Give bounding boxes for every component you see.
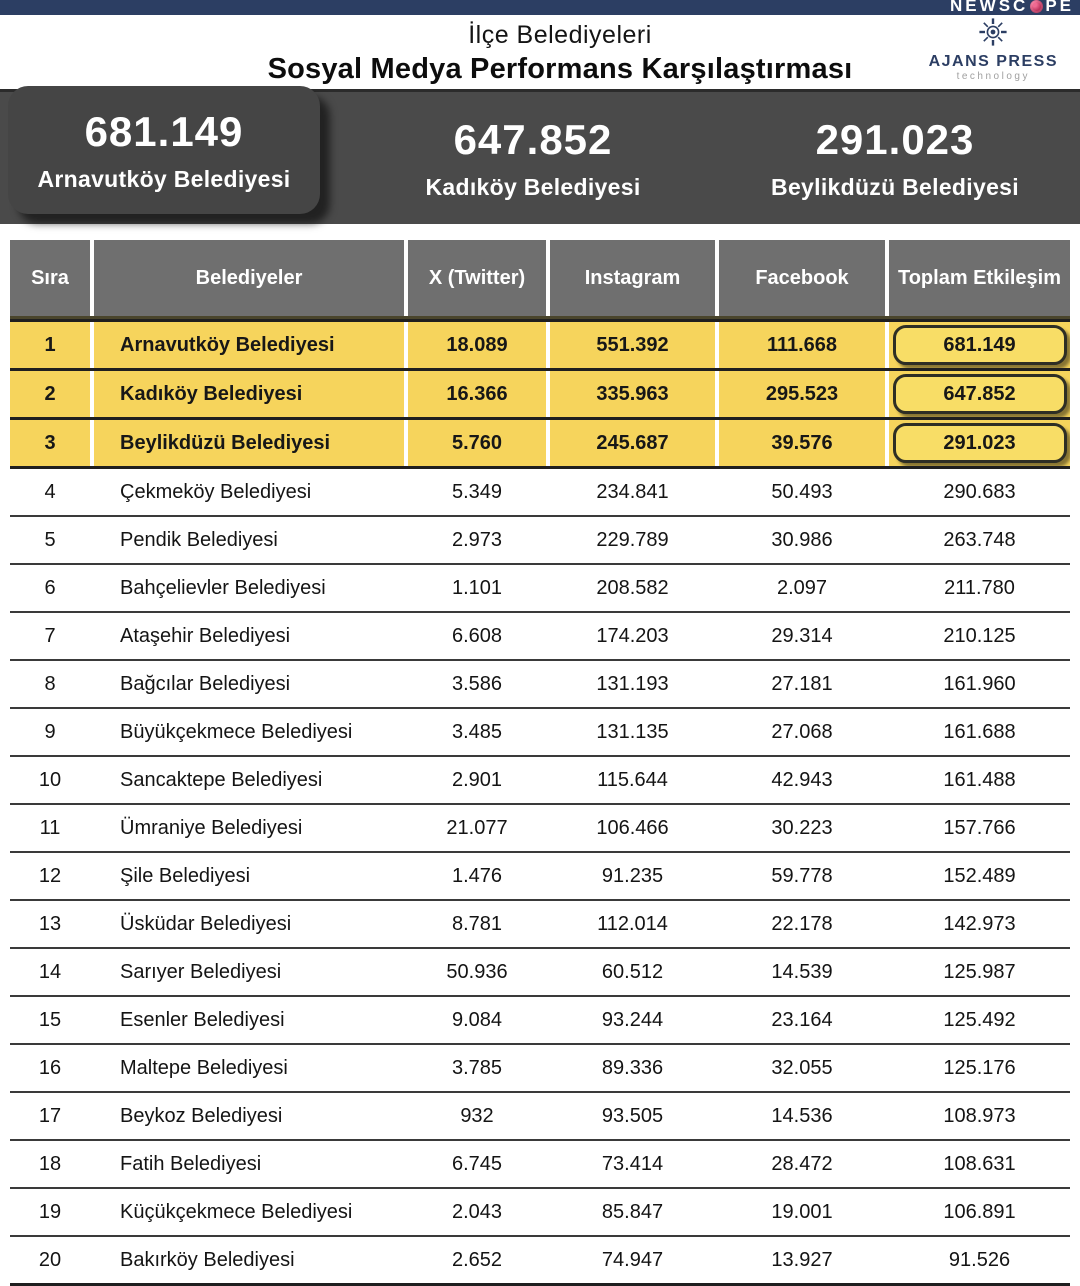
rank-cell: 18: [38, 1152, 62, 1175]
table-row: [10, 466, 1070, 515]
twitter-cell: 3.485: [451, 720, 503, 743]
rank-cell: 12: [38, 864, 62, 887]
instagram-cell: 60.512: [601, 960, 664, 983]
logo-name: AJANS PRESS: [928, 53, 1058, 70]
masthead: [0, 15, 1080, 89]
table-body: [10, 319, 1070, 1286]
twitter-cell: 3.785: [451, 1056, 503, 1079]
municipality-cell: Bakırköy Belediyesi: [120, 1248, 295, 1271]
rank-header: Sıra: [10, 240, 90, 316]
stat-value: 681.149: [84, 107, 244, 155]
rank-cell: 3: [10, 420, 90, 466]
rank-cell: 1: [10, 322, 90, 368]
table-row: [10, 995, 1070, 1043]
municipality-cell: Ataşehir Belediyesi: [120, 624, 291, 647]
rank-cell: 15: [38, 1008, 62, 1031]
rank-cell: 7: [44, 624, 56, 647]
stat-label: Kadıköy Belediyesi: [425, 173, 641, 200]
facebook-cell: 14.539: [771, 960, 833, 983]
rank-cell: 9: [44, 720, 56, 743]
total-header: Toplam Etkileşim: [889, 240, 1070, 316]
page-title: İlçe Belediyeleri: [468, 21, 652, 49]
total-cell: 161.488: [943, 768, 1016, 791]
instagram-cell: 93.505: [601, 1104, 664, 1127]
rank-cell: 5: [44, 528, 56, 551]
stat-value: 291.023: [815, 115, 975, 163]
instagram-header: Instagram: [550, 240, 715, 316]
instagram-cell: 115.644: [597, 768, 668, 791]
title-block: [0, 21, 1080, 86]
municipality-cell: Arnavutköy Belediyesi: [94, 322, 404, 368]
instagram-cell: 74.947: [601, 1248, 664, 1271]
facebook-cell: 50.493: [771, 480, 833, 503]
rank-cell: 2: [10, 371, 90, 417]
twitter-cell: 1.476: [451, 864, 503, 887]
municipality-header: Belediyeler: [94, 240, 404, 316]
municipality-cell: Şile Belediyesi: [120, 864, 251, 887]
instagram-cell: 551.392: [550, 322, 715, 368]
rank-cell: 6: [44, 576, 56, 599]
instagram-cell: 208.582: [596, 576, 669, 599]
twitter-cell: 2.652: [451, 1248, 503, 1271]
instagram-cell: 174.203: [596, 624, 669, 647]
facebook-cell: 22.178: [771, 912, 833, 935]
twitter-cell: 2.043: [451, 1200, 503, 1223]
municipality-cell: Beykoz Belediyesi: [120, 1104, 283, 1127]
table-row: [10, 947, 1070, 995]
table-row: [10, 755, 1070, 803]
twitter-cell: 5.349: [451, 480, 503, 503]
facebook-cell: 29.314: [771, 624, 833, 647]
facebook-cell: 111.668: [719, 322, 885, 368]
twitter-cell: 6.608: [451, 624, 503, 647]
municipality-cell: Maltepe Belediyesi: [120, 1056, 288, 1079]
municipality-cell: Çekmeköy Belediyesi: [120, 480, 312, 503]
rank-cell: 10: [38, 768, 62, 791]
twitter-cell: 16.366: [408, 371, 546, 417]
municipality-cell: Ümraniye Belediyesi: [120, 816, 303, 839]
instagram-cell: 112.014: [597, 912, 668, 935]
municipality-cell: Üsküdar Belediyesi: [120, 912, 292, 935]
total-cell: 91.526: [948, 1248, 1011, 1271]
stat-value: 647.852: [453, 115, 613, 163]
table-row: [10, 1187, 1070, 1235]
stat-label: Beylikdüzü Belediyesi: [771, 173, 1019, 200]
twitter-cell: 8.781: [451, 912, 503, 935]
stat-card-kadikoy: [368, 92, 698, 224]
newscope-brand: [950, 0, 1074, 15]
facebook-cell: 14.536: [771, 1104, 833, 1127]
municipality-cell: Sancaktepe Belediyesi: [120, 768, 323, 791]
page-subtitle: Sosyal Medya Performans Karşılaştırması: [267, 53, 853, 85]
ajans-press-logo: [929, 16, 1058, 82]
instagram-cell: 234.841: [596, 480, 669, 503]
instagram-cell: 229.789: [596, 528, 669, 551]
facebook-header: Facebook: [719, 240, 885, 316]
total-cell: 161.688: [943, 720, 1016, 743]
rank-cell: 16: [38, 1056, 62, 1079]
instagram-cell: 89.336: [601, 1056, 664, 1079]
table-row: [10, 515, 1070, 563]
table-row: [10, 899, 1070, 947]
total-cell: 152.489: [943, 864, 1016, 887]
municipality-cell: Beylikdüzü Belediyesi: [94, 420, 404, 466]
rank-cell: 17: [38, 1104, 62, 1127]
twitter-cell: 2.901: [451, 768, 503, 791]
instagram-cell: 131.193: [596, 672, 669, 695]
twitter-cell: 932: [460, 1104, 494, 1127]
brand-text-suffix: PE: [1045, 0, 1074, 15]
compass-icon: [977, 16, 1009, 52]
stat-band: [0, 89, 1080, 224]
municipality-cell: Pendik Belediyesi: [120, 528, 278, 551]
facebook-cell: 19.001: [771, 1200, 833, 1223]
top-bar: [0, 0, 1080, 15]
rank-cell: 19: [38, 1200, 62, 1223]
facebook-cell: 13.927: [771, 1248, 833, 1271]
table-row: [10, 1091, 1070, 1139]
total-badge: 681.149: [893, 325, 1067, 365]
instagram-cell: 91.235: [601, 864, 664, 887]
instagram-cell: 85.847: [601, 1200, 664, 1223]
facebook-cell: 30.223: [771, 816, 833, 839]
twitter-cell: 6.745: [451, 1152, 503, 1175]
rank-cell: 4: [44, 480, 56, 503]
instagram-cell: 73.414: [601, 1152, 664, 1175]
table-row: [10, 417, 1070, 466]
municipality-cell: Küçükçekmece Belediyesi: [120, 1200, 353, 1223]
municipality-cell: Büyükçekmece Belediyesi: [120, 720, 353, 743]
instagram-cell: 93.244: [601, 1008, 664, 1031]
instagram-cell: 106.466: [596, 816, 669, 839]
total-cell: 290.683: [943, 480, 1016, 503]
table-row: [10, 851, 1070, 899]
table-row: [10, 707, 1070, 755]
instagram-cell: 335.963: [550, 371, 715, 417]
total-cell: 125.176: [943, 1056, 1016, 1079]
brand-text-prefix: NEWSC: [950, 0, 1029, 15]
total-cell: [889, 371, 1070, 417]
table-row: [10, 659, 1070, 707]
table-row: [10, 611, 1070, 659]
facebook-cell: 27.181: [771, 672, 833, 695]
total-badge: 647.852: [893, 374, 1067, 414]
twitter-cell: 18.089: [408, 322, 546, 368]
rank-cell: 14: [38, 960, 62, 983]
facebook-cell: 42.943: [771, 768, 833, 791]
instagram-cell: 245.687: [550, 420, 715, 466]
table-row: [10, 368, 1070, 417]
table-row: [10, 1043, 1070, 1091]
rank-cell: 20: [38, 1248, 62, 1271]
total-cell: 125.987: [943, 960, 1016, 983]
municipality-cell: Esenler Belediyesi: [120, 1008, 285, 1031]
total-cell: 157.766: [943, 816, 1016, 839]
municipality-cell: Sarıyer Belediyesi: [120, 960, 282, 983]
facebook-cell: 59.778: [771, 864, 833, 887]
total-cell: 142.973: [943, 912, 1016, 935]
facebook-cell: 32.055: [771, 1056, 833, 1079]
total-cell: 211.780: [944, 576, 1015, 599]
rank-cell: 8: [44, 672, 56, 695]
table-row: [10, 1235, 1070, 1283]
total-badge: 291.023: [893, 423, 1067, 463]
twitter-cell: 50.936: [446, 960, 508, 983]
total-cell: 263.748: [943, 528, 1016, 551]
twitter-cell: 3.586: [451, 672, 503, 695]
total-cell: 106.891: [943, 1200, 1016, 1223]
stat-label: Arnavutköy Belediyesi: [37, 165, 291, 192]
total-cell: [889, 420, 1070, 466]
total-cell: 161.960: [943, 672, 1016, 695]
table-header-row: [10, 240, 1070, 319]
facebook-cell: 28.472: [771, 1152, 833, 1175]
logo-subtitle: technology: [956, 71, 1030, 82]
municipality-cell: Kadıköy Belediyesi: [94, 371, 404, 417]
municipality-cell: Bağcılar Belediyesi: [120, 672, 291, 695]
total-cell: 125.492: [943, 1008, 1016, 1031]
facebook-cell: 30.986: [771, 528, 833, 551]
twitter-cell: 21.077: [446, 816, 508, 839]
twitter-cell: 1.101: [451, 576, 503, 599]
rank-cell: 13: [38, 912, 62, 935]
table-row: [10, 803, 1070, 851]
municipality-cell: Bahçelievler Belediyesi: [120, 576, 326, 599]
total-cell: [889, 322, 1070, 368]
total-cell: 210.125: [943, 624, 1016, 647]
facebook-cell: 23.164: [771, 1008, 833, 1031]
ranking-table: [10, 240, 1070, 1286]
newscope-lens-icon: [1030, 0, 1043, 13]
total-cell: 108.973: [943, 1104, 1016, 1127]
table-row: [10, 563, 1070, 611]
twitter-cell: 5.760: [408, 420, 546, 466]
table-row: [10, 319, 1070, 368]
twitter-header: X (Twitter): [408, 240, 546, 316]
facebook-cell: 2.097: [776, 576, 828, 599]
total-cell: 108.631: [943, 1152, 1016, 1175]
municipality-cell: Fatih Belediyesi: [120, 1152, 262, 1175]
facebook-cell: 39.576: [719, 420, 885, 466]
twitter-cell: 2.973: [451, 528, 503, 551]
rank-cell: 11: [39, 816, 61, 839]
facebook-cell: 27.068: [771, 720, 833, 743]
table-row: [10, 1139, 1070, 1187]
facebook-cell: 295.523: [719, 371, 885, 417]
instagram-cell: 131.135: [596, 720, 669, 743]
stat-card-arnavutkoy: [8, 86, 320, 214]
twitter-cell: 9.084: [451, 1008, 503, 1031]
stat-card-beylikduzu: [720, 92, 1070, 224]
